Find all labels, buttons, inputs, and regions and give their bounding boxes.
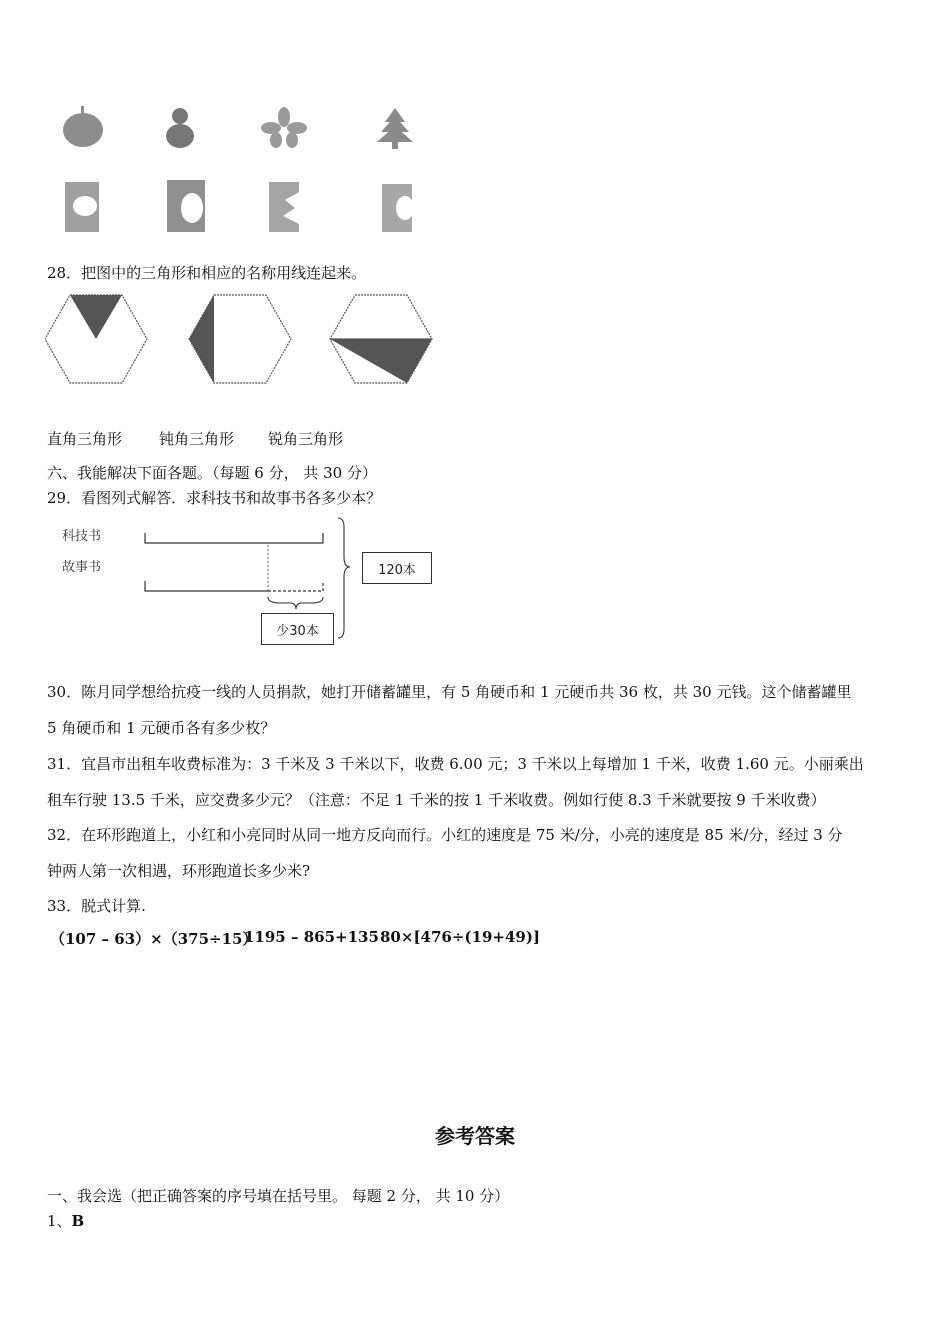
triangle-label-acute: 锐角三角形 <box>268 430 344 448</box>
question-31-line1: 31．宜昌市出租车收费标准为：3 千米及 3 千米以下，收费 6.00 元；3 千米以上每增加 1 千米，收费 1.60 元。小丽乘出 <box>47 755 864 773</box>
answer-1 <box>47 1210 84 1231</box>
hexagon-2 <box>189 295 291 383</box>
cutout-figures <box>55 100 435 235</box>
expression-3: 80×[476÷(19+49)] <box>380 928 541 946</box>
science-bar <box>145 533 323 543</box>
question-29: 29．看图列式解答．求科技书和故事书各多少本？ <box>47 489 382 507</box>
difference-brace <box>268 597 323 609</box>
label-story-books: 故事书 <box>62 560 102 575</box>
tree-icon <box>377 108 413 149</box>
gourd-icon <box>166 108 194 148</box>
answers-section-1: 一、我会选（把正确答案的序号填在括号里。 每题 2 分， 共 10 分） <box>47 1187 510 1205</box>
flower-icon <box>261 107 307 148</box>
answer-1-value: B <box>71 1212 85 1230</box>
hexagon-1 <box>45 295 147 383</box>
hexagon-3 <box>330 295 432 383</box>
question-32-line2: 钟两人第一次相遇，环形跑道长多少米? <box>47 862 311 880</box>
label-science-books: 科技书 <box>62 529 102 544</box>
question-33: 33．脱式计算. <box>47 897 146 915</box>
cutout-flower-icon <box>269 182 299 232</box>
total-box: 120本 <box>362 552 432 584</box>
section-6-title: 六、我能解决下面各题。（每题 6 分， 共 30 分） <box>47 464 377 482</box>
question-31-line2: 租车行驶 13.5 千米，应交费多少元？（注意：不足 1 千米的按 1 千米收费。例如行使 8.3 千米就要按 9 千米收费） <box>47 791 826 809</box>
apple-icon <box>63 106 103 147</box>
expression-2: 1195 – 865+135 <box>244 928 379 946</box>
answer-1-prefix: 1、 <box>47 1212 72 1230</box>
story-bar <box>145 581 268 591</box>
question-30-line2: 5 角硬币和 1 元硬币各有多少枚？ <box>47 719 276 737</box>
question-30-line1: 30．陈月同学想给抗疫一线的人员捐款，她打开储蓄罐里，有 5 角硬币和 1 元硬币共 36 枚，共 30 元钱。这个储蓄罐里 <box>47 683 852 701</box>
question-32-line1: 32．在环形跑道上，小红和小亮同时从同一地方反向而行。小红的速度是 75 米/分，小亮的速度是 85 米/分，经过 3 分 <box>47 826 843 844</box>
hexagon-figures <box>45 292 440 387</box>
cutout-gourd-icon <box>167 180 205 232</box>
expression-1: （107 – 63）×（375÷15） <box>50 930 258 948</box>
triangle-label-obtuse: 钝角三角形 <box>159 430 235 448</box>
cutout-tree-icon <box>382 184 414 232</box>
difference-box: 少30本 <box>261 613 334 645</box>
total-brace <box>338 518 350 638</box>
triangle-label-right: 直角三角形 <box>47 430 123 448</box>
answers-title: 参考答案 <box>435 1124 515 1148</box>
cutout-apple-icon <box>65 182 99 232</box>
question-28: 28．把图中的三角形和相应的名称用线连起来。 <box>47 264 367 282</box>
